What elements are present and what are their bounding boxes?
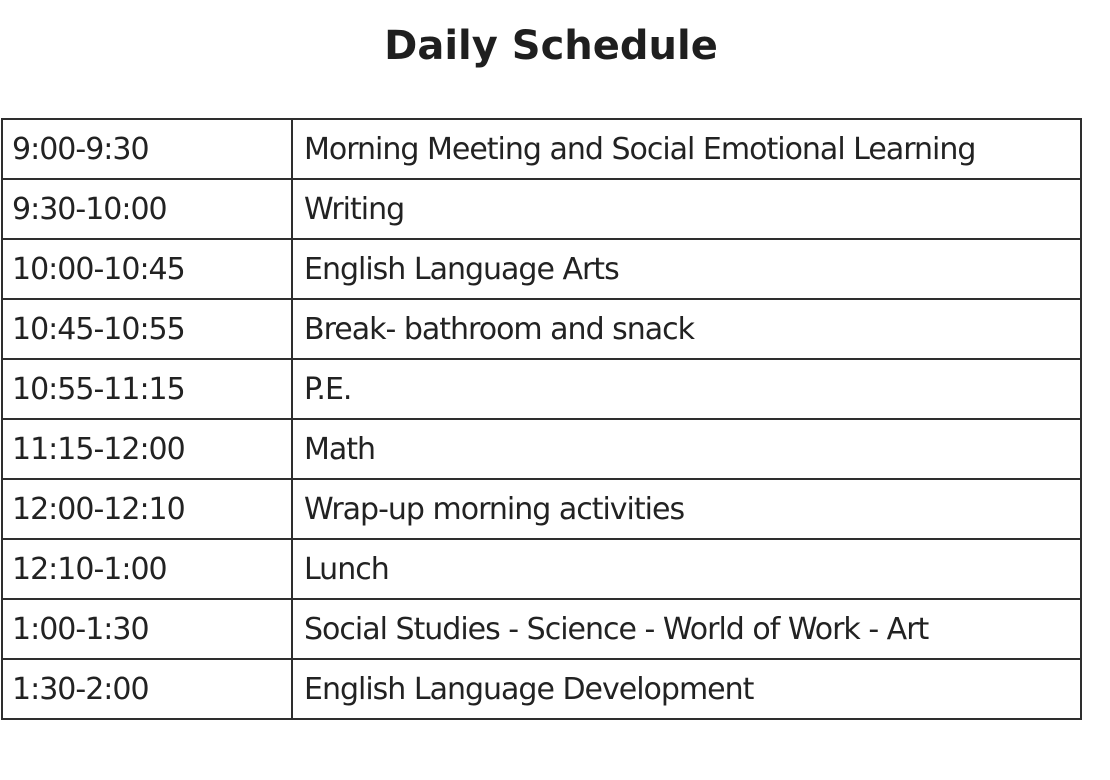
time-cell: 10:45-10:55 <box>2 299 292 359</box>
table-row <box>2 659 1081 719</box>
time-cell: 12:10-1:00 <box>2 539 292 599</box>
table-row <box>2 179 1081 239</box>
time-cell: 9:00-9:30 <box>2 119 292 179</box>
time-cell: 10:00-10:45 <box>2 239 292 299</box>
activity-cell: English Language Arts <box>292 239 1081 299</box>
activity-cell: Writing <box>292 179 1081 239</box>
time-cell: 1:30-2:00 <box>2 659 292 719</box>
time-cell: 11:15-12:00 <box>2 419 292 479</box>
time-cell: 12:00-12:10 <box>2 479 292 539</box>
activity-cell: Morning Meeting and Social Emotional Learning <box>292 119 1081 179</box>
table-row <box>2 419 1081 479</box>
activity-cell: P.E. <box>292 359 1081 419</box>
activity-cell: Social Studies - Science - World of Work - Art <box>292 599 1081 659</box>
activity-cell: Lunch <box>292 539 1081 599</box>
schedule-table <box>1 118 1082 720</box>
activity-cell: English Language Development <box>292 659 1081 719</box>
table-row <box>2 599 1081 659</box>
activity-cell: Break- bathroom and snack <box>292 299 1081 359</box>
table-row <box>2 119 1081 179</box>
table-row <box>2 239 1081 299</box>
time-cell: 10:55-11:15 <box>2 359 292 419</box>
table-row <box>2 539 1081 599</box>
page-title: Daily Schedule <box>384 23 718 69</box>
table-row <box>2 479 1081 539</box>
time-cell: 9:30-10:00 <box>2 179 292 239</box>
table-row <box>2 299 1081 359</box>
activity-cell: Wrap-up morning activities <box>292 479 1081 539</box>
activity-cell: Math <box>292 419 1081 479</box>
table-row <box>2 359 1081 419</box>
time-cell: 1:00-1:30 <box>2 599 292 659</box>
